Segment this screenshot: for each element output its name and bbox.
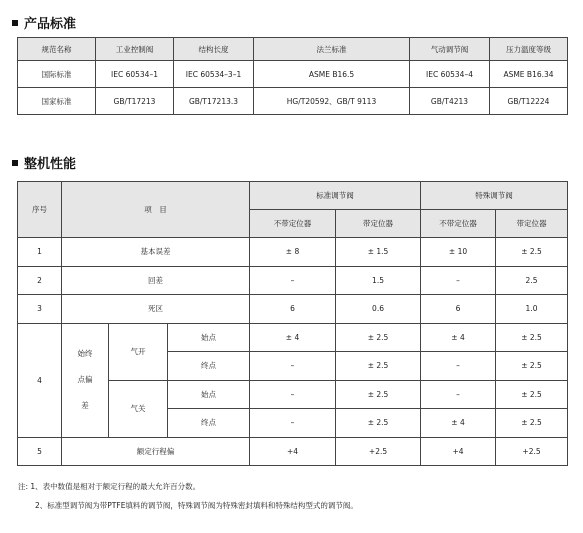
table-cell: 国际标准 xyxy=(18,61,96,88)
start-point-cell: 始点 xyxy=(168,380,250,409)
value-cell: ± 2.5 xyxy=(496,380,568,409)
header-cell: 压力温度等级 xyxy=(490,38,568,61)
value-cell: 0.6 xyxy=(336,295,421,324)
value-cell: – xyxy=(250,352,336,381)
notes xyxy=(18,477,358,515)
square-bullet-icon xyxy=(12,160,18,166)
value-cell: – xyxy=(421,352,496,381)
air-open-cell: 气开 xyxy=(109,323,168,380)
value-cell: +2.5 xyxy=(496,437,568,466)
value-cell: ± 2.5 xyxy=(496,352,568,381)
header-cell: 法兰标准 xyxy=(254,38,410,61)
value-cell: +4 xyxy=(421,437,496,466)
header-cell: 工业控制阀 xyxy=(96,38,174,61)
header-special-valve: 特殊调节阀 xyxy=(421,182,568,210)
air-close-cell: 气关 xyxy=(109,380,168,437)
performance-table xyxy=(17,181,568,466)
item-cell: 死区 xyxy=(62,295,250,324)
value-cell: 6 xyxy=(250,295,336,324)
table-row xyxy=(18,437,568,466)
seq-cell: 2 xyxy=(18,266,62,295)
seq-cell: 3 xyxy=(18,295,62,324)
section-heading-product-standards xyxy=(12,13,76,32)
header-standard-valve: 标准调节阀 xyxy=(250,182,421,210)
table-cell: 国家标准 xyxy=(18,88,96,115)
value-cell: ± 4 xyxy=(421,409,496,438)
value-cell: ± 2.5 xyxy=(336,409,421,438)
header-no-positioner: 不带定位器 xyxy=(250,210,336,238)
value-cell: ± 2.5 xyxy=(336,323,421,352)
section-title: 产品标准 xyxy=(24,17,77,32)
value-cell: – xyxy=(250,266,336,295)
table-cell: IEC 60534–4 xyxy=(410,61,490,88)
table-row xyxy=(18,88,568,115)
value-cell: ± 1.5 xyxy=(336,238,421,267)
table-cell: ASME B16.34 xyxy=(490,61,568,88)
value-cell: – xyxy=(250,409,336,438)
table-row xyxy=(18,295,568,324)
value-cell: ± 8 xyxy=(250,238,336,267)
table-header-row xyxy=(18,38,568,61)
value-cell: ± 10 xyxy=(421,238,496,267)
group-label-cell xyxy=(62,323,109,437)
value-cell: 1.5 xyxy=(336,266,421,295)
header-no-positioner: 不带定位器 xyxy=(421,210,496,238)
value-cell: 2.5 xyxy=(496,266,568,295)
group-label-line: 差 xyxy=(81,401,89,410)
square-bullet-icon xyxy=(12,20,18,26)
table-row xyxy=(18,238,568,267)
seq-cell: 1 xyxy=(18,238,62,267)
table-cell: GB/T17213.3 xyxy=(174,88,254,115)
table-row xyxy=(18,323,568,352)
table-cell: IEC 60534–1 xyxy=(96,61,174,88)
seq-cell: 5 xyxy=(18,437,62,466)
item-cell: 基本误差 xyxy=(62,238,250,267)
end-point-cell: 终点 xyxy=(168,352,250,381)
start-point-cell: 始点 xyxy=(168,323,250,352)
value-cell: ± 4 xyxy=(421,323,496,352)
value-cell: – xyxy=(421,266,496,295)
header-cell: 结构长度 xyxy=(174,38,254,61)
header-with-positioner: 带定位器 xyxy=(496,210,568,238)
value-cell: ± 2.5 xyxy=(496,238,568,267)
value-cell: ± 2.5 xyxy=(496,323,568,352)
header-cell: 气动调节阀 xyxy=(410,38,490,61)
value-cell: ± 4 xyxy=(250,323,336,352)
header-with-positioner: 带定位器 xyxy=(336,210,421,238)
table-cell: IEC 60534–3–1 xyxy=(174,61,254,88)
end-point-cell: 终点 xyxy=(168,409,250,438)
value-cell: ± 2.5 xyxy=(336,352,421,381)
item-cell: 额定行程偏 xyxy=(62,437,250,466)
table-header-row xyxy=(18,182,568,210)
table-cell: GB/T4213 xyxy=(410,88,490,115)
header-seq: 序号 xyxy=(18,182,62,238)
value-cell: +2.5 xyxy=(336,437,421,466)
table-cell: GB/T17213 xyxy=(96,88,174,115)
value-cell: +4 xyxy=(250,437,336,466)
section-title: 整机性能 xyxy=(24,157,77,172)
item-cell: 回差 xyxy=(62,266,250,295)
value-cell: ± 2.5 xyxy=(496,409,568,438)
table-cell: ASME B16.5 xyxy=(254,61,410,88)
value-cell: – xyxy=(421,380,496,409)
table-row xyxy=(18,61,568,88)
group-label-line: 始终 xyxy=(77,349,93,358)
section-heading-performance xyxy=(12,153,76,172)
value-cell: 1.0 xyxy=(496,295,568,324)
table-cell: GB/T12224 xyxy=(490,88,568,115)
table-cell: HG/T20592、GB/T 9113 xyxy=(254,88,410,115)
product-standards-table xyxy=(17,37,568,115)
table-row xyxy=(18,266,568,295)
group-label-line: 点偏 xyxy=(77,375,93,384)
header-cell: 规范名称 xyxy=(18,38,96,61)
value-cell: ± 2.5 xyxy=(336,380,421,409)
value-cell: 6 xyxy=(421,295,496,324)
note-line: 2、标准型调节阀为带PTFE填料的调节阀，特殊调节阀为特殊密封填料和特殊结构型式的调节阀。 xyxy=(35,501,358,510)
value-cell: – xyxy=(250,380,336,409)
note-line: 注: 1、表中数值是相对于额定行程的最大允许百分数。 xyxy=(18,482,201,491)
header-item: 项 目 xyxy=(62,182,250,238)
seq-cell: 4 xyxy=(18,323,62,437)
